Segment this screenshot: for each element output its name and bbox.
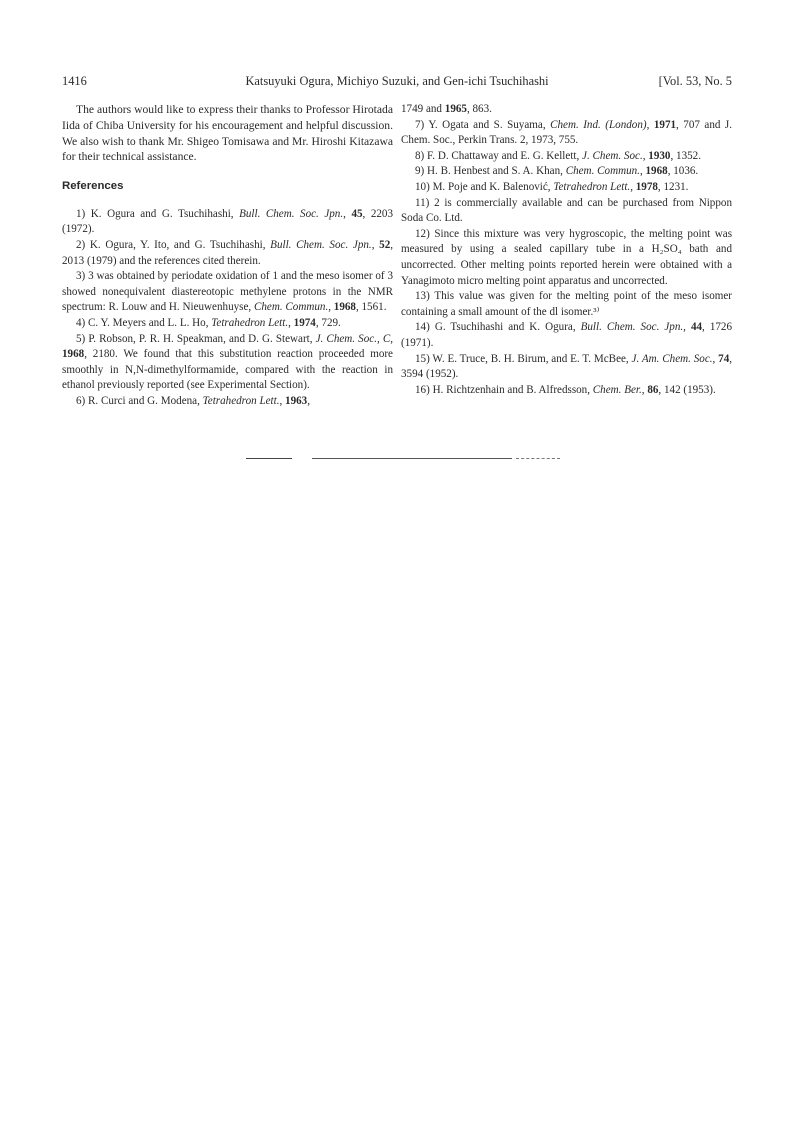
reference-item [401, 118, 732, 149]
reference-text: P. Robson, P. R. H. Speakman, and D. G. Stewart, [88, 332, 316, 345]
reference-volume: 1978 [635, 180, 658, 193]
reference-number: 15) [415, 352, 433, 365]
reference-text: F. D. Chattaway and E. G. Kellett, [427, 149, 583, 162]
reference-journal: Bull. Chem. Soc. Jpn. [270, 238, 372, 251]
reference-item [62, 269, 393, 316]
reference-text: , 3594 (1952). [401, 352, 733, 381]
reference-text: Y. Ogata and S. Suyama, [428, 118, 551, 131]
reference-text: , [328, 301, 334, 314]
reference-text: Since this mixture was very hygroscopic, the melting point was measured by using a sealed capillary tube in a H₂SO₄ bath and uncorrected. Other melting points reported herein were obtained with a Yanagimoto micro melting point apparatus and uncorrected. [401, 227, 733, 287]
reference-text: , 2013 (1979) and the references cited therein. [62, 238, 394, 267]
reference-journal: Tetrahedron Lett. [211, 316, 289, 329]
reference-number: 12) [415, 227, 435, 240]
reference-item [62, 332, 393, 394]
reference-journal: Bull. Chem. Soc. Jpn. [580, 321, 684, 334]
reference-text: G. Tsuchihashi and K. Ogura, [434, 321, 581, 334]
reference-number: 10) [415, 180, 433, 193]
reference-item [401, 180, 732, 196]
reference-text: , 863. [466, 103, 492, 115]
reference-volume: 1968 [333, 301, 356, 314]
reference-text: M. Poje and K. Balenović, [432, 180, 554, 193]
reference-text: , 1352. [670, 149, 701, 162]
reference-text: , [630, 180, 636, 193]
reference-text: This value was given for the melting point of the meso isomer containing a small amount of the dl isomer.³⁾ [401, 290, 732, 318]
reference-number: 16) [415, 383, 433, 396]
reference-number: 6) [76, 394, 89, 407]
reference-volume: 1971 [653, 118, 677, 131]
reference-item [401, 227, 732, 289]
reference-item [401, 164, 732, 180]
running-header [62, 74, 732, 92]
reference-text: C. Y. Meyers and L. L. Ho, [88, 316, 212, 329]
reference-journal: Tetrahedron Lett. [553, 180, 631, 193]
reference-number: 9) [415, 165, 428, 178]
reference-journal: J. Chem. Soc., C [315, 332, 391, 345]
end-rule-right [516, 458, 560, 459]
reference-text: 2 is commercially available and can be purchased from Nippon Soda Co. Ltd. [401, 196, 732, 225]
references-list-right [401, 102, 732, 398]
reference-text: , 1036. [667, 165, 699, 178]
reference-text: , [683, 321, 691, 334]
reference-number: 5) [76, 332, 89, 345]
reference-journal: Chem. Ber. [592, 383, 642, 396]
reference-volume: 1974 [293, 316, 316, 329]
reference-text: , 707 and J. Chem. Soc., Perkin Trans. 2, 1973, 755. [401, 118, 733, 147]
reference-item [62, 207, 393, 238]
reference-volume: 45 [351, 207, 363, 220]
reference-text: , [390, 332, 394, 345]
reference-volume: 1968 [645, 165, 668, 178]
reference-text: , [279, 394, 286, 407]
reference-journal: Chem. Commun. [253, 301, 329, 314]
page-number: 1416 [62, 74, 87, 88]
reference-journal: Chem. Ind. (London) [550, 118, 647, 131]
reference-number: 8) [415, 149, 428, 162]
reference-journal: J. Am. Chem. Soc. [631, 352, 713, 365]
reference-item [62, 394, 393, 410]
reference-text: , [307, 394, 310, 407]
reference-text: , [642, 149, 649, 162]
reference-text: K. Ogura and G. Tsuchihashi, [90, 207, 240, 220]
reference-text: , 1231. [657, 180, 689, 193]
reference-volume: 44 [690, 321, 703, 334]
references-list-left [62, 207, 393, 410]
reference-text: W. E. Truce, B. H. Birum, and E. T. McBee, [432, 352, 632, 365]
reference-item [401, 320, 732, 351]
reference-journal: Tetrahedron Lett. [202, 394, 280, 407]
reference-item [401, 196, 732, 227]
running-authors: Katsuyuki Ogura, Michiyo Suzuki, and Gen-ichi Tsuchihashi [245, 74, 549, 88]
reference-text: , 729. [315, 316, 341, 329]
reference-text: 1749 and [401, 103, 445, 115]
volume-info: [Vol. 53, No. 5 [658, 74, 732, 88]
reference-journal: Chem. Commun. [565, 165, 640, 178]
reference-number: 7) [415, 118, 429, 131]
reference-volume: 52 [379, 238, 391, 251]
reference-text: , [639, 165, 646, 178]
reference-volume: 86 [647, 383, 659, 396]
reference-item [401, 149, 732, 165]
reference-volume: 1968 [62, 348, 85, 361]
acknowledgment-paragraph: The authors would like to express their thanks to Professor Hirotada Iida of Chiba University for his encouragement and helpful discussion. We also wish to thank Mr. Shigeo Tomisawa and Mr. Hiroshi Kitazawa for their technical assistance. [62, 103, 393, 164]
reference-number: 3) [76, 270, 89, 283]
reference-journal: Bull. Chem. Soc. Jpn. [239, 207, 344, 220]
references-heading: References [62, 180, 124, 193]
reference-text: , 1726 (1971). [401, 321, 733, 349]
reference-number: 2) [76, 238, 90, 251]
left-column [62, 102, 393, 410]
reference-volume: 1930 [648, 149, 671, 162]
reference-text: , [646, 118, 654, 131]
reference-text: R. Curci and G. Modena, [88, 394, 203, 407]
reference-item [401, 383, 732, 399]
reference-number: 11) [415, 196, 435, 209]
reference-item [62, 316, 393, 332]
reference-item [401, 102, 732, 118]
end-rule-left [246, 458, 292, 459]
right-column [401, 102, 732, 398]
reference-text: K. Ogura, Y. Ito, and G. Tsuchihashi, [89, 238, 271, 251]
reference-text: , 2203 (1972). [62, 207, 394, 236]
reference-volume: 1965 [444, 103, 467, 115]
reference-item [401, 289, 732, 320]
reference-journal: J. Chem. Soc. [582, 149, 643, 162]
reference-number: 1) [76, 207, 91, 220]
reference-number: 14) [415, 321, 435, 334]
reference-text: , [288, 316, 294, 329]
reference-text: , [641, 383, 648, 396]
reference-number: 4) [76, 316, 89, 329]
reference-text: , 1561. [355, 301, 387, 314]
end-rule-center [312, 458, 512, 459]
reference-text: , [371, 238, 380, 251]
reference-text: H. B. Henbest and S. A. Khan, [427, 165, 566, 178]
reference-text: , 142 (1953). [658, 383, 716, 396]
reference-text: H. Richtzenhain and B. Alfredsson, [432, 383, 593, 396]
reference-volume: 1963 [285, 394, 308, 407]
reference-item [62, 238, 393, 269]
reference-volume: 74 [718, 352, 730, 365]
reference-text: , [343, 207, 352, 220]
reference-text: , 2180. We found that this substitution reaction proceeded more smoothly in N,N-dimethylformamide, compared with the reaction in ethanol previously reported (see Experimental Section). [62, 348, 393, 392]
reference-number: 13) [415, 290, 435, 303]
reference-text: 3 was obtained by periodate oxidation of 1 and the meso isomer of 3 showed nonequivalent diastereotopic methylene protons in the NMR spectrum: R. Louw and H. Nieuwenhuyse, [62, 270, 394, 314]
reference-item [401, 352, 732, 383]
reference-text: , [712, 352, 719, 365]
